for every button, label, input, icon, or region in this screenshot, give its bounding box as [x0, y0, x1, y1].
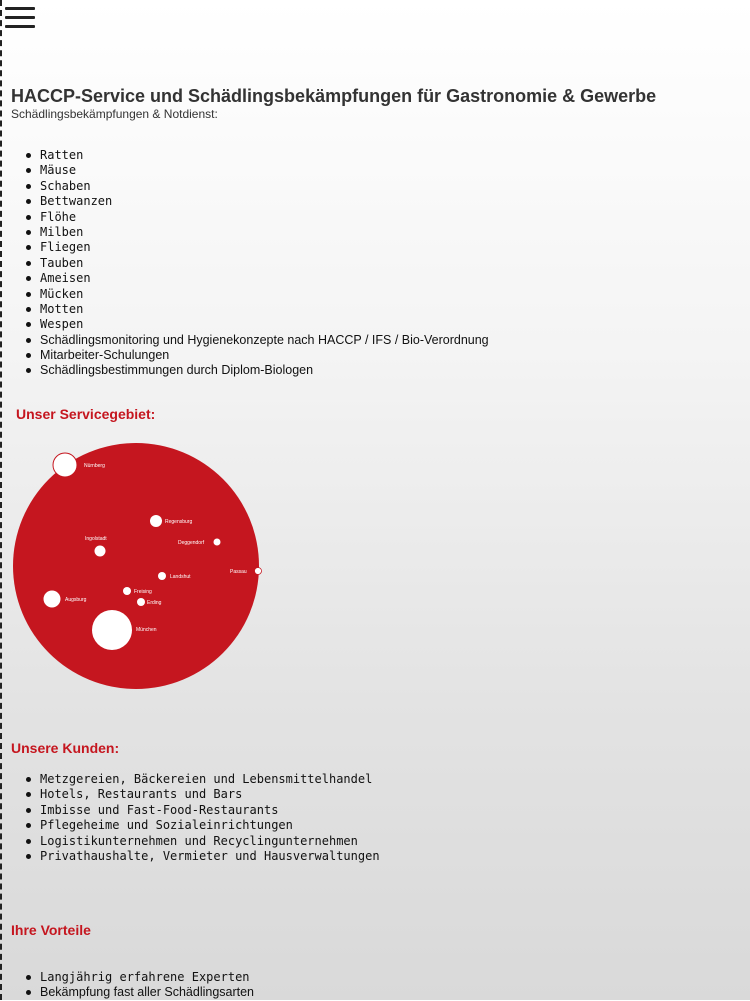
- customers-list: [22, 772, 380, 864]
- menu-bar: [5, 7, 35, 10]
- list-item: Logistikunternehmen und Recyclingunternehmen: [22, 834, 380, 849]
- list-item: Mitarbeiter-Schulungen: [22, 348, 489, 363]
- city-label-freising: Freising: [134, 589, 152, 595]
- list-item: Imbisse und Fast-Food-Restaurants: [22, 803, 380, 818]
- city-marker-landshut: [158, 572, 166, 580]
- city-marker-muenchen: [92, 610, 132, 650]
- list-item: Wespen: [22, 317, 489, 332]
- list-item: Flöhe: [22, 210, 489, 225]
- advantages-list: [22, 970, 254, 1001]
- list-item: Mäuse: [22, 163, 489, 178]
- list-item: Ameisen: [22, 271, 489, 286]
- city-marker-passau: [255, 568, 262, 575]
- list-item: Fliegen: [22, 240, 489, 255]
- city-marker-deggendorf: [214, 539, 221, 546]
- service-area-heading: Unser Servicegebiet:: [16, 406, 156, 422]
- service-list: [22, 148, 489, 379]
- list-item: Ratten: [22, 148, 489, 163]
- advantages-heading: Ihre Vorteile: [11, 922, 91, 938]
- list-item: Schaben: [22, 179, 489, 194]
- city-marker-ingolstadt: [95, 546, 106, 557]
- list-item: Motten: [22, 302, 489, 317]
- list-item: Schädlingsbestimmungen durch Diplom-Biologen: [22, 363, 489, 378]
- list-item: Mücken: [22, 287, 489, 302]
- list-item: Tauben: [22, 256, 489, 271]
- list-item: Bettwanzen: [22, 194, 489, 209]
- city-marker-augsburg: [44, 591, 61, 608]
- city-marker-regensburg: [150, 515, 162, 527]
- city-label-muenchen: München: [136, 627, 157, 633]
- city-label-ingolstadt: Ingolstadt: [85, 536, 107, 542]
- city-label-landshut: Landshut: [170, 574, 191, 580]
- city-marker-erding: [137, 598, 145, 606]
- list-item: Pflegeheime und Sozialeinrichtungen: [22, 818, 380, 833]
- list-item: Metzgereien, Bäckereien und Lebensmittelhandel: [22, 772, 380, 787]
- city-label-erding: Erding: [147, 600, 162, 606]
- menu-bar: [5, 25, 35, 28]
- city-marker-nuernberg: [53, 453, 77, 477]
- list-item: Bekämpfung fast aller Schädlingsarten: [22, 985, 254, 1000]
- list-item: Hotels, Restaurants und Bars: [22, 787, 380, 802]
- city-label-regensburg: Regensburg: [165, 519, 193, 525]
- service-area-map: [12, 441, 266, 693]
- customers-heading: Unsere Kunden:: [11, 740, 120, 756]
- city-label-nuernberg: Nürnberg: [84, 463, 105, 469]
- page-subtitle: Schädlingsbekämpfungen & Notdienst:: [11, 107, 218, 121]
- menu-bar: [5, 16, 35, 19]
- list-item: Privathaushalte, Vermieter und Hausverwaltungen: [22, 849, 380, 864]
- city-label-passau: Passau: [230, 569, 247, 575]
- page-title: HACCP-Service und Schädlingsbekämpfungen für Gastronomie & Gewerbe: [11, 86, 657, 106]
- list-item: Langjährig erfahrene Experten: [22, 970, 254, 985]
- service-area-circle: [13, 443, 259, 689]
- hamburger-menu-icon[interactable]: [5, 5, 35, 31]
- city-label-deggendorf: Deggendorf: [178, 540, 205, 546]
- city-marker-freising: [123, 587, 131, 595]
- service-area-map-graphic: [12, 441, 266, 693]
- list-item: Schädlingsmonitoring und Hygienekonzepte nach HACCP / IFS / Bio-Verordnung: [22, 333, 489, 348]
- left-dashed-border: [0, 0, 2, 1000]
- city-label-augsburg: Augsburg: [65, 597, 87, 603]
- list-item: Milben: [22, 225, 489, 240]
